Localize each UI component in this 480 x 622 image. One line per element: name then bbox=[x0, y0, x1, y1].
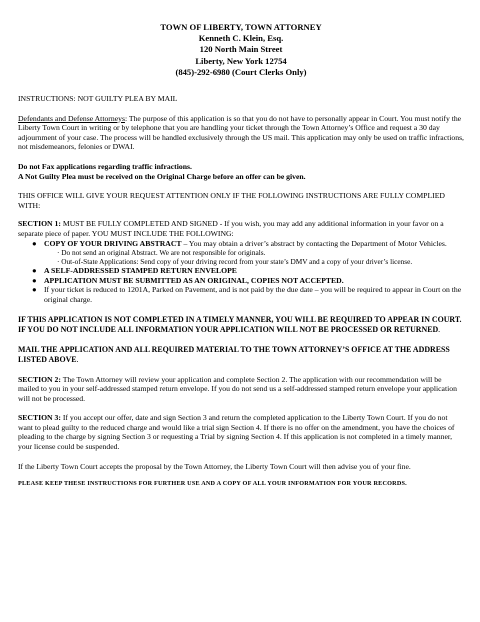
item-envelope: A SELF-ADDRESSED STAMPED RETURN ENVELOPE bbox=[44, 266, 237, 276]
timely-notice-text: IF THIS APPLICATION IS NOT COMPLETED IN A TIMELY MANNER, YOU WILL BE REQUIRED TO APPEAR IN COURT. IF YOU DO NOT INCLUDE ALL INFORMATION YOUR APPLICATION WILL NOT BE PROCESSED OR RETURNED bbox=[18, 314, 462, 334]
mail-notice bbox=[18, 345, 464, 365]
section-3-paragraph bbox=[18, 413, 464, 451]
section-2-paragraph bbox=[18, 375, 464, 404]
list-item bbox=[32, 266, 464, 276]
mail-notice-period: . bbox=[76, 354, 79, 364]
closing-paragraph: If the Liberty Town Court accepts the proposal by the Town Attorney, the Liberty Town Court will then advise you of your fine. bbox=[18, 461, 411, 471]
list-item bbox=[32, 285, 464, 304]
document-page bbox=[18, 22, 464, 489]
intro-body: : The purpose of this application is so that you do not have to personally appear in Court. You must notify the Liberty Town Court in writing or by telephone that you are handling your ticket through the Town Attorney’s Office and request a 30 day adjournment of your case. The process will be handled exclusively through the US mail. This application may only be used on traffic infractions, not misdemeanors, felonies or DWAI. bbox=[18, 113, 464, 152]
letterhead-city: Liberty, New York 12754 bbox=[195, 55, 287, 66]
letterhead-attorney: Kenneth C. Klein, Esq. bbox=[198, 33, 284, 44]
section-3-label: SECTION 3: bbox=[18, 413, 61, 423]
list-item bbox=[32, 276, 464, 286]
section-2-label: SECTION 2: bbox=[18, 374, 61, 384]
intro-paragraph bbox=[18, 114, 464, 152]
intro-lead: Defendants and Defense Attorneys bbox=[18, 113, 125, 123]
mail-notice-text: MAIL THE APPLICATION AND ALL REQUIRED MATERIAL TO THE TOWN ATTORNEY’S OFFICE AT THE ADDRESS LISTED ABOVE bbox=[18, 344, 450, 364]
item-abstract-bold: COPY OF YOUR DRIVING ABSTRACT bbox=[44, 238, 182, 248]
letterhead bbox=[18, 22, 464, 78]
section-3-text: If you accept our offer, date and sign Section 3 and return the completed application to the Liberty Town Court. If you do not want to plead guilty to the reduced charge and would like a trial sign Section 4. If there is no offer on the amendment, you have the choices of pleading to the charge by signing Section 3 or requesting a Trial by signing Section 4. If this application is not completed in a timely manner, your license could be suspended. bbox=[18, 413, 455, 452]
fax-warning: Do not Fax applications regarding traffic infractions. bbox=[18, 161, 192, 171]
item-abstract-rest: – You may obtain a driver’s abstract by contacting the Department of Motor Vehicles. bbox=[181, 238, 447, 248]
timely-notice bbox=[18, 315, 464, 335]
section-1-label: SECTION 1: bbox=[18, 219, 61, 229]
section-2-text: The Town Attorney will review your application and complete Section 2. The application with our recommendation will be mailed to you in your self-addressed stamped return envelope. If you do not send us a self-addressed stamped return envelope your application will not be processed. bbox=[18, 374, 457, 403]
section-1-text: MUST BE FULLY COMPLETED AND SIGNED - If you wish, you may add any additional information in your favor on a separate piece of paper. YOU MUST INCLUDE THE FOLLOWING: bbox=[18, 219, 444, 238]
bullet-icon: ● bbox=[32, 266, 37, 276]
footer-note: PLEASE KEEP THESE INSTRUCTIONS FOR FURTHER USE AND A COPY OF ALL YOUR INFORMATION FOR YOUR RECORDS. bbox=[18, 480, 407, 488]
bullet-icon: ● bbox=[32, 275, 37, 285]
requirements-list bbox=[18, 239, 464, 305]
plea-warning: A Not Guilty Plea must be received on the Original Charge before an offer can be given. bbox=[18, 171, 306, 181]
list-item bbox=[32, 239, 464, 267]
sub-item-original: · Do not send an original Abstract. We are not responsible for originals. bbox=[57, 248, 266, 258]
item-1201a: If your ticket is reduced to 1201A, Parked on Pavement, and is not paid by the due date – you will be required to appear in Court on the original charge. bbox=[44, 285, 462, 304]
item-original: APPLICATION MUST BE SUBMITTED AS AN ORIGINAL, COPIES NOT ACCEPTED. bbox=[44, 275, 344, 285]
bullet-icon: ● bbox=[32, 238, 37, 248]
timely-notice-period: . bbox=[438, 324, 441, 334]
instructions-title: INSTRUCTIONS: NOT GUILTY PLEA BY MAIL bbox=[18, 94, 178, 104]
sub-item-out-of-state: · Out-of-State Applications: Send copy of your driving record from your state’s DMV and a copy of your driver’s license. bbox=[57, 257, 413, 267]
letterhead-street: 120 North Main Street bbox=[199, 44, 283, 55]
letterhead-office: TOWN OF LIBERTY, TOWN ATTORNEY bbox=[160, 22, 322, 32]
letterhead-phone: (845)-292-6980 (Court Clerks Only) bbox=[175, 66, 307, 77]
section-1-paragraph bbox=[18, 219, 464, 238]
bullet-icon: ● bbox=[32, 285, 37, 295]
attention-notice: THIS OFFICE WILL GIVE YOUR REQUEST ATTENTION ONLY IF THE FOLLOWING INSTRUCTIONS ARE FULLY COMPLIED WITH: bbox=[18, 191, 445, 210]
